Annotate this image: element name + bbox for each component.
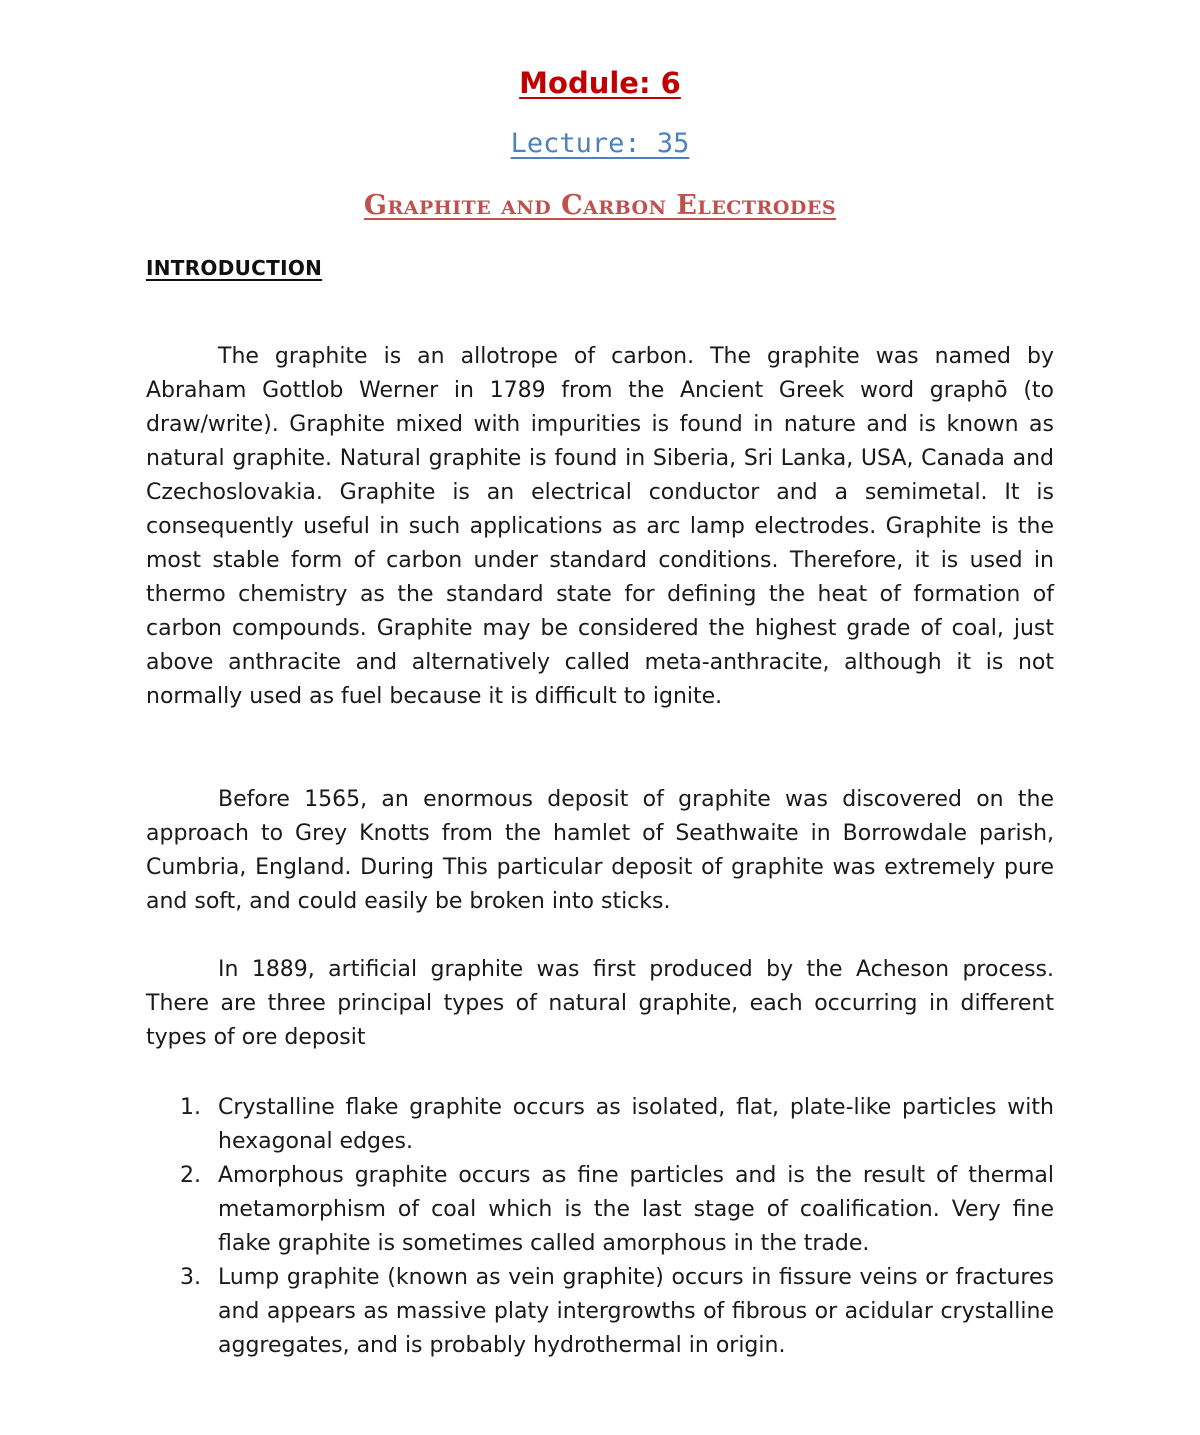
list-item-text: Crystalline flake graphite occurs as isolated, flat, plate-like particles with hexagonal edges. xyxy=(218,1095,1054,1154)
list-item xyxy=(146,1261,1054,1363)
paragraph xyxy=(146,953,1054,1055)
list-item xyxy=(146,1159,1054,1261)
graphite-types-list xyxy=(146,1091,1054,1363)
paragraph-text: Before 1565, an enormous deposit of graphite was discovered on the approach to Grey Knotts from the hamlet of Seathwaite in Borrowdale parish, Cumbria, England. During This particular deposit of graphite was extremely pure and soft, and could easily be broken into sticks. xyxy=(146,787,1054,914)
list-number: 1. xyxy=(180,1095,201,1120)
list-item xyxy=(146,1091,1054,1159)
list-number: 2. xyxy=(180,1163,201,1188)
paragraph xyxy=(146,783,1054,919)
list-item-text: Amorphous graphite occurs as fine particles and is the result of thermal metamorphism of coal which is the last stage of coalification. Very fine flake graphite is sometimes called amorphous in the trade. xyxy=(218,1163,1054,1256)
list-item-text: Lump graphite (known as vein graphite) occurs in fissure veins or fractures and appears as massive platy intergrowths of fibrous or acidular crystalline aggregates, and is probably hydrothermal in origin. xyxy=(218,1265,1054,1358)
paragraph-text: The graphite is an allotrope of carbon. The graphite was named by Abraham Gottlob Werner in 1789 from the Ancient Greek word graphō (to draw/write). Graphite mixed with impurities is found in nature and is known as natural graphite. Natural graphite is found in Siberia, Sri Lanka, USA, Canada and Czechoslovakia. Graphite is an electrical conductor and a semimetal. It is consequently useful in such applications as arc lamp electrodes. Graphite is the most stable form of carbon under standard conditions. Therefore, it is used in thermo chemistry as the standard state for defining the heat of formation of carbon compounds. Graphite may be considered the highest grade of coal, just above anthracite and alternatively called meta-anthracite, although it is not normally used as fuel because it is difficult to ignite. xyxy=(146,344,1054,709)
lecture-number: Lecture: 35 xyxy=(510,128,690,159)
module-title: Module: 6 xyxy=(519,66,681,100)
document-title: Graphite and Carbon Electrodes xyxy=(363,190,837,221)
paragraph-text: In 1889, artificial graphite was first produced by the Acheson process. There are three principal types of natural graphite, each occurring in different types of ore deposit xyxy=(146,957,1054,1050)
list-number: 3. xyxy=(180,1265,201,1290)
section-heading: INTRODUCTION xyxy=(146,256,323,280)
paragraph xyxy=(146,340,1054,714)
